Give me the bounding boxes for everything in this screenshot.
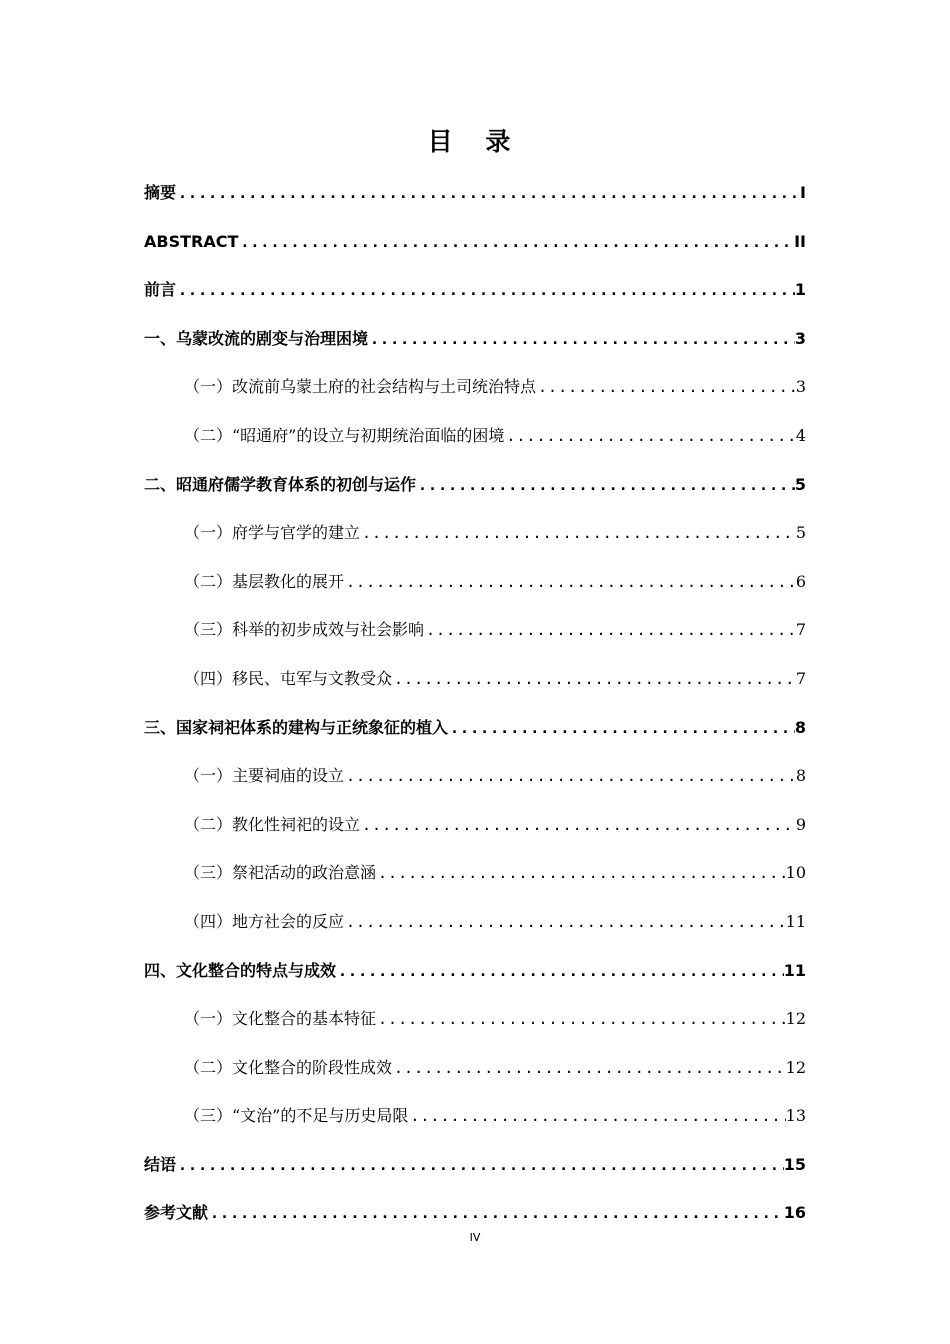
toc-entry-title: （二）教化性祠祀的设立 [184, 814, 361, 834]
toc-entry-title: 结语 [144, 1154, 177, 1174]
toc-entry-title: （三）科举的初步成效与社会影响 [184, 620, 425, 640]
toc-entry-title: （四）地方社会的反应 [184, 911, 345, 931]
toc-entry-title: 二、昭通府儒学教育体系的初创与运作 [144, 474, 417, 494]
toc-entry-page-number: 10 [785, 863, 806, 883]
toc-entry-title: 前言 [144, 280, 177, 300]
toc-entry[interactable] [144, 902, 806, 951]
dot-leader [424, 610, 796, 650]
dot-leader [344, 562, 796, 602]
toc-entry-page-number: 13 [785, 1106, 806, 1126]
toc-entry[interactable] [144, 319, 806, 368]
toc-entry-page-number: 11 [783, 960, 806, 980]
toc-entry-title: （三）“文治”的不足与历史局限 [184, 1106, 409, 1126]
toc-entry-page-number: II [794, 231, 806, 251]
toc-entry-page-number: 5 [794, 474, 806, 494]
toc-entry-page-number: 1 [794, 280, 806, 300]
page-title: 目 录 [427, 127, 523, 156]
toc-entry-page-number: 7 [795, 668, 806, 688]
toc-entry[interactable] [144, 1048, 806, 1097]
dot-leader [376, 853, 786, 893]
dot-leader [176, 270, 795, 310]
toc-entry-title: 一、乌蒙改流的剧变与治理困境 [144, 328, 369, 348]
toc-entry-title: （二）基层教化的展开 [184, 571, 345, 591]
dot-leader [448, 708, 795, 748]
toc-entry-page-number: 11 [785, 911, 806, 931]
toc-entry[interactable] [144, 610, 806, 659]
footer-page-number: IV [469, 1231, 481, 1244]
dot-leader [408, 1096, 785, 1136]
toc-entry-title: 摘要 [144, 183, 177, 202]
toc-entry-page-number: 3 [794, 328, 806, 348]
toc-entry-page-number: 12 [785, 1057, 806, 1077]
toc-entry-page-number: I [800, 183, 806, 202]
toc-entry-page-number: 16 [783, 1203, 806, 1223]
toc-entry[interactable] [144, 805, 806, 854]
toc-entry[interactable] [144, 465, 806, 514]
toc-entry-title: 参考文献 [144, 1203, 209, 1223]
dot-leader [344, 756, 796, 796]
toc-entry-title: 三、国家祠祀体系的建构与正统象征的植入 [144, 717, 449, 737]
dot-leader [416, 465, 795, 505]
toc-entry[interactable] [144, 416, 806, 465]
toc-entry[interactable] [144, 659, 806, 708]
dot-leader [376, 999, 786, 1039]
toc-entry-title: （一）府学与官学的建立 [184, 523, 361, 543]
toc-entry[interactable] [144, 513, 806, 562]
dot-leader [504, 416, 795, 456]
toc-entry-page-number: 4 [795, 425, 806, 445]
toc-entry[interactable] [144, 756, 806, 805]
toc-entry-page-number: 7 [795, 620, 806, 640]
toc-entry-title: ABSTRACT [144, 231, 239, 251]
toc-entry[interactable] [144, 173, 806, 222]
toc-entry[interactable] [144, 270, 806, 319]
toc-entry-title: （四）移民、屯军与文教受众 [184, 668, 393, 688]
toc-entry-title: （一）主要祠庙的设立 [184, 766, 345, 786]
toc-entry[interactable] [144, 562, 806, 611]
toc-entry-title: 四、文化整合的特点与成效 [144, 960, 337, 980]
toc-entry-title: （二）“昭通府”的设立与初期统治面临的困境 [184, 425, 505, 445]
dot-leader [238, 222, 794, 262]
toc-entry[interactable] [144, 999, 806, 1048]
toc-entry-page-number: 8 [794, 717, 806, 737]
toc-entry-page-number: 8 [795, 766, 806, 786]
dot-leader [536, 367, 796, 407]
toc-entry[interactable] [144, 1096, 806, 1145]
toc-entry-page-number: 9 [795, 814, 806, 834]
dot-leader [360, 513, 796, 553]
dot-leader [344, 902, 786, 942]
toc-entry-page-number: 12 [785, 1009, 806, 1029]
toc-entry[interactable] [144, 222, 806, 271]
table-of-contents [144, 173, 806, 1242]
toc-entry-title: （三）祭祀活动的政治意涵 [184, 863, 377, 883]
dot-leader [176, 1145, 784, 1185]
toc-entry-page-number: 6 [795, 571, 806, 591]
toc-entry-page-number: 5 [795, 523, 806, 543]
dot-leader [336, 951, 784, 991]
toc-entry[interactable] [144, 951, 806, 1000]
toc-entry-title: （一）改流前乌蒙土府的社会结构与土司统治特点 [184, 377, 537, 397]
toc-entry-page-number: 3 [795, 377, 806, 397]
dot-leader [360, 805, 796, 845]
toc-entry-title: （二）文化整合的阶段性成效 [184, 1057, 393, 1077]
toc-entry-page-number: 15 [783, 1154, 806, 1174]
toc-entry[interactable] [144, 853, 806, 902]
dot-leader [368, 319, 795, 359]
toc-entry[interactable] [144, 367, 806, 416]
dot-leader [392, 659, 796, 699]
dot-leader [176, 173, 800, 213]
dot-leader [392, 1048, 786, 1088]
toc-entry[interactable] [144, 708, 806, 757]
dot-leader [208, 1193, 784, 1233]
toc-entry-title: （一）文化整合的基本特征 [184, 1009, 377, 1029]
toc-entry[interactable] [144, 1145, 806, 1194]
